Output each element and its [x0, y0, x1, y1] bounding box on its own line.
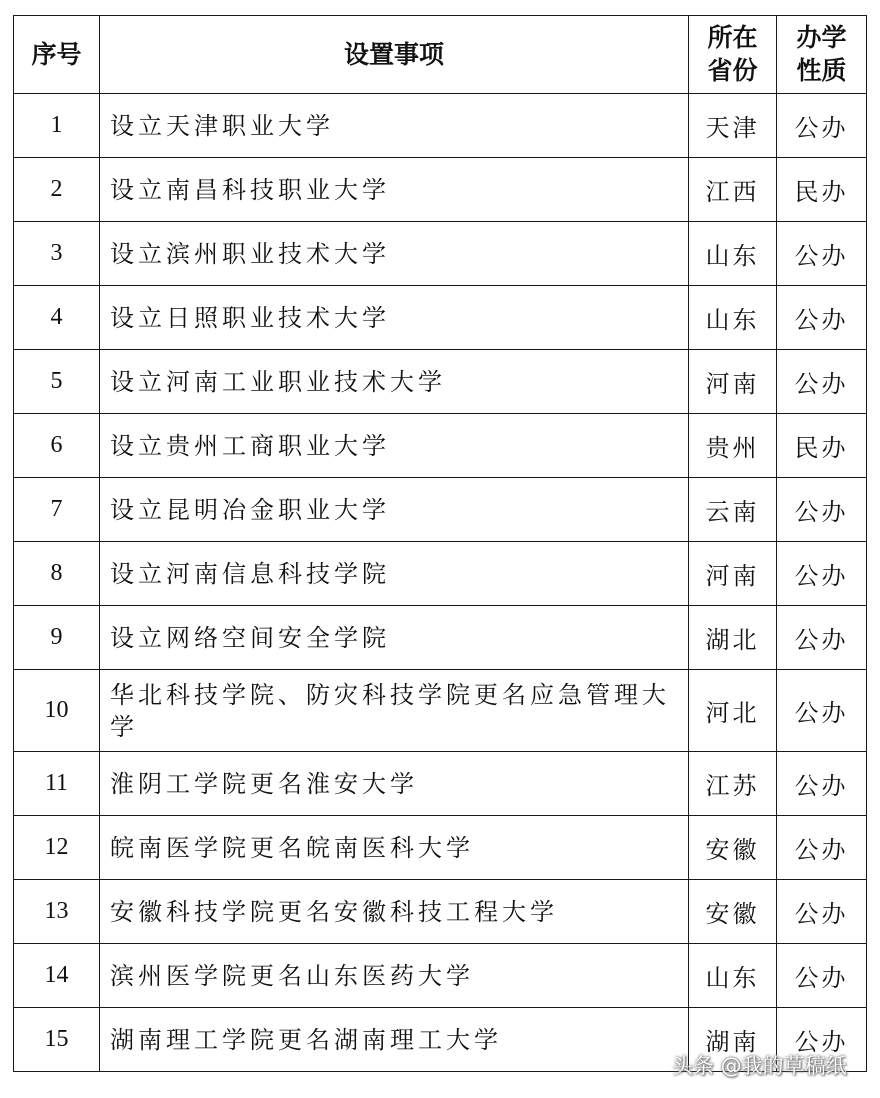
row-province: 山东 — [689, 222, 777, 286]
table-body — [14, 94, 867, 1072]
row-province: 山东 — [689, 286, 777, 350]
row-item: 设立天津职业大学 — [100, 94, 689, 158]
row-nature: 公办 — [777, 816, 867, 880]
row-province: 河北 — [689, 670, 777, 752]
table-row — [14, 350, 867, 414]
table-row — [14, 752, 867, 816]
row-province: 山东 — [689, 944, 777, 1008]
row-province: 湖南 — [689, 1008, 777, 1072]
row-no: 3 — [14, 222, 100, 286]
row-nature: 公办 — [777, 1008, 867, 1072]
table-row — [14, 414, 867, 478]
row-province: 河南 — [689, 542, 777, 606]
row-nature: 公办 — [777, 880, 867, 944]
row-no: 5 — [14, 350, 100, 414]
row-no: 15 — [14, 1008, 100, 1072]
row-item: 皖南医学院更名皖南医科大学 — [100, 816, 689, 880]
row-no: 11 — [14, 752, 100, 816]
table-header-row — [14, 16, 867, 94]
row-nature: 公办 — [777, 606, 867, 670]
row-no: 2 — [14, 158, 100, 222]
row-no: 6 — [14, 414, 100, 478]
row-nature: 公办 — [777, 670, 867, 752]
table-row — [14, 158, 867, 222]
header-nature — [777, 16, 867, 94]
row-item: 设立滨州职业技术大学 — [100, 222, 689, 286]
watermark: 头条 @我的草稿纸 — [672, 1054, 847, 1078]
row-item: 设立网络空间安全学院 — [100, 606, 689, 670]
row-nature: 民办 — [777, 414, 867, 478]
table-row — [14, 94, 867, 158]
row-item: 淮阴工学院更名淮安大学 — [100, 752, 689, 816]
row-item: 设立贵州工商职业大学 — [100, 414, 689, 478]
row-no: 13 — [14, 880, 100, 944]
row-no: 8 — [14, 542, 100, 606]
table-row — [14, 286, 867, 350]
row-no: 10 — [14, 670, 100, 752]
row-nature: 公办 — [777, 286, 867, 350]
row-item: 设立南昌科技职业大学 — [100, 158, 689, 222]
row-no: 14 — [14, 944, 100, 1008]
row-nature: 公办 — [777, 222, 867, 286]
table-row — [14, 606, 867, 670]
row-province: 河南 — [689, 350, 777, 414]
row-nature: 公办 — [777, 752, 867, 816]
row-item: 安徽科技学院更名安徽科技工程大学 — [100, 880, 689, 944]
row-province: 云南 — [689, 478, 777, 542]
row-item: 设立河南工业职业技术大学 — [100, 350, 689, 414]
row-no: 7 — [14, 478, 100, 542]
row-no: 12 — [14, 816, 100, 880]
header-province-label: 所在省份 — [707, 23, 758, 85]
row-item: 华北科技学院、防灾科技学院更名应急管理大学 — [100, 670, 689, 752]
row-province: 安徽 — [689, 816, 777, 880]
row-no: 1 — [14, 94, 100, 158]
university-table — [13, 15, 867, 1072]
table-row — [14, 880, 867, 944]
row-nature: 公办 — [777, 478, 867, 542]
header-nature-label: 办学性质 — [796, 23, 847, 85]
row-item: 湖南理工学院更名湖南理工大学 — [100, 1008, 689, 1072]
table-row — [14, 478, 867, 542]
header-province — [689, 16, 777, 94]
table-row — [14, 944, 867, 1008]
row-province: 安徽 — [689, 880, 777, 944]
row-no: 4 — [14, 286, 100, 350]
table-row — [14, 222, 867, 286]
row-nature: 公办 — [777, 94, 867, 158]
header-item: 设置事项 — [100, 16, 689, 94]
row-item: 设立河南信息科技学院 — [100, 542, 689, 606]
row-item: 设立日照职业技术大学 — [100, 286, 689, 350]
row-nature: 民办 — [777, 158, 867, 222]
row-nature: 公办 — [777, 350, 867, 414]
row-province: 贵州 — [689, 414, 777, 478]
table-row — [14, 542, 867, 606]
row-no: 9 — [14, 606, 100, 670]
row-province: 江苏 — [689, 752, 777, 816]
row-nature: 公办 — [777, 542, 867, 606]
document — [13, 15, 866, 1072]
row-item: 设立昆明冶金职业大学 — [100, 478, 689, 542]
row-nature: 公办 — [777, 944, 867, 1008]
table-row — [14, 816, 867, 880]
row-province: 湖北 — [689, 606, 777, 670]
row-province: 江西 — [689, 158, 777, 222]
row-province: 天津 — [689, 94, 777, 158]
header-no: 序号 — [14, 16, 100, 94]
row-item: 滨州医学院更名山东医药大学 — [100, 944, 689, 1008]
table-row — [14, 670, 867, 752]
